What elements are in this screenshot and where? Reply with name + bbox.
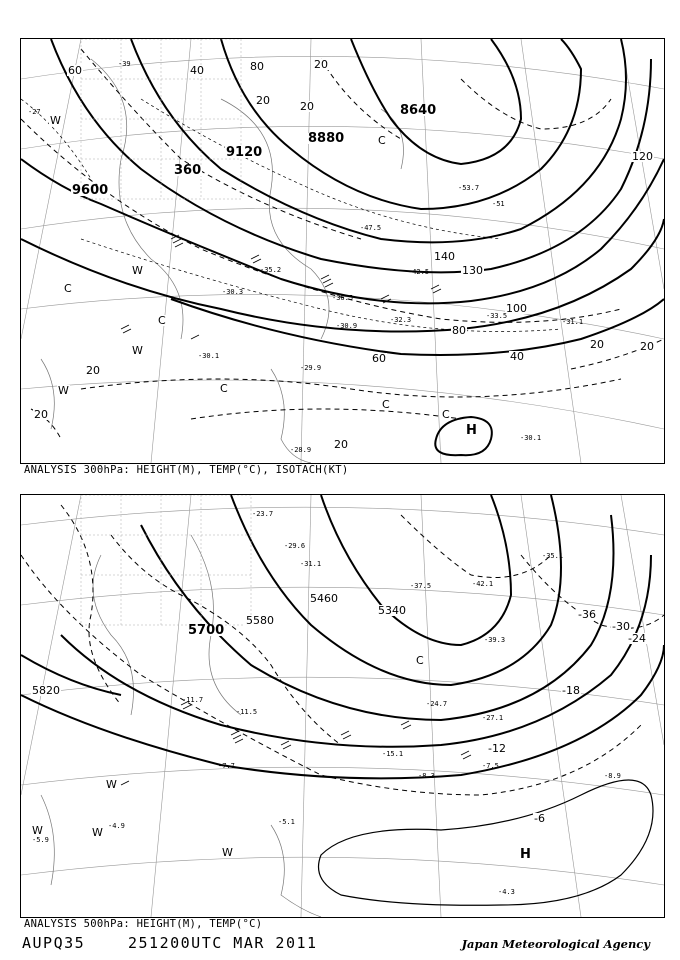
height-label: 5820 bbox=[32, 684, 60, 697]
top-panel-caption: ANALYSIS 300hPa: HEIGHT(M), TEMP(°C), ISOTACH(KT) bbox=[24, 464, 349, 476]
isotherm-label: -18 bbox=[562, 684, 580, 697]
height-label: 5460 bbox=[310, 592, 338, 605]
temp-value: -35.1 bbox=[542, 552, 564, 560]
isotach-label: 20 bbox=[34, 408, 48, 421]
temp-value: -42.1 bbox=[472, 580, 494, 588]
isotherm-label: -12 bbox=[488, 742, 506, 755]
agency-name: Japan Meteorological Agency bbox=[461, 937, 650, 951]
isotach-label: 20 bbox=[640, 340, 654, 353]
height-label: 5700 bbox=[188, 623, 225, 638]
isotach-label: 130 bbox=[462, 264, 483, 277]
temp-value: -42.5 bbox=[408, 268, 430, 276]
temp-value: -7.5 bbox=[482, 762, 499, 770]
high-pressure-label: H bbox=[466, 423, 477, 438]
temp-value: -51 bbox=[492, 200, 505, 208]
isotach-label: 40 bbox=[190, 64, 204, 77]
isotach-label: 60 bbox=[68, 64, 82, 77]
map-500hpa-lines bbox=[21, 495, 664, 917]
warm-center-label: W bbox=[92, 826, 103, 839]
chart-id: AUPQ35 bbox=[22, 934, 86, 952]
temp-value: -39 bbox=[118, 60, 131, 68]
isotherm-label: -30 bbox=[612, 620, 630, 633]
isotach-label: 80 bbox=[452, 324, 466, 337]
temp-value: -23.7 bbox=[252, 510, 274, 518]
isotach-label: 80 bbox=[250, 60, 264, 73]
isotach-label: 20 bbox=[300, 100, 314, 113]
isotach-label: 20 bbox=[256, 94, 270, 107]
cold-center-label: C bbox=[158, 314, 166, 327]
isotach-label: 20 bbox=[334, 438, 348, 451]
isotach-label: 20 bbox=[314, 58, 328, 71]
temp-value: -24.7 bbox=[426, 700, 448, 708]
isotherm-label: -6 bbox=[534, 812, 545, 825]
isotach-label: 120 bbox=[632, 150, 653, 163]
temp-value: -37.5 bbox=[410, 582, 432, 590]
temp-value: -29.9 bbox=[300, 364, 322, 372]
temp-value: -11.7 bbox=[182, 696, 204, 704]
temp-value: -27.1 bbox=[482, 714, 504, 722]
cold-center-label: C bbox=[220, 382, 228, 395]
warm-center-label: W bbox=[32, 824, 43, 837]
temp-value: -8.9 bbox=[604, 772, 621, 780]
temp-value: -8.3 bbox=[418, 772, 435, 780]
isotach-label: 100 bbox=[506, 302, 527, 315]
temp-value: -5.1 bbox=[278, 818, 295, 826]
temp-value: -30.1 bbox=[520, 434, 542, 442]
warm-center-label: W bbox=[106, 778, 117, 791]
temp-value: -4.3 bbox=[498, 888, 515, 896]
valid-time: 251200UTC MAR 2011 bbox=[128, 934, 318, 952]
warm-center-label: W bbox=[132, 264, 143, 277]
temp-value: -30.1 bbox=[198, 352, 220, 360]
isotherm-label: -36 bbox=[578, 608, 596, 621]
isotach-label: 40 bbox=[510, 350, 524, 363]
isotach-label: 20 bbox=[590, 338, 604, 351]
temp-value: -5.9 bbox=[32, 836, 49, 844]
map-300hpa-lines bbox=[21, 39, 664, 463]
temp-value: -15.1 bbox=[382, 750, 404, 758]
cold-center-label: C bbox=[442, 408, 450, 421]
temp-value: -31.1 bbox=[562, 318, 584, 326]
temp-value: -36.5 bbox=[332, 294, 354, 302]
height-label: 5580 bbox=[246, 614, 274, 627]
height-label: 360 bbox=[174, 163, 202, 178]
temp-value: -47.5 bbox=[360, 224, 382, 232]
cold-center-label: C bbox=[382, 398, 390, 411]
temp-value: -4.9 bbox=[108, 822, 125, 830]
temp-value: -33.5 bbox=[486, 312, 508, 320]
height-label: 8880 bbox=[308, 131, 345, 146]
temp-value: -7.7 bbox=[218, 762, 235, 770]
temp-value: -30.9 bbox=[336, 322, 358, 330]
warm-center-label: W bbox=[58, 384, 69, 397]
isotach-label: 140 bbox=[434, 250, 455, 263]
warm-center-label: W bbox=[222, 846, 233, 859]
analysis-500hpa-map bbox=[20, 494, 665, 918]
temp-value: -31.1 bbox=[300, 560, 322, 568]
temp-value: -39.3 bbox=[484, 636, 506, 644]
temp-value: -11.5 bbox=[236, 708, 258, 716]
temp-value: -32.3 bbox=[390, 316, 412, 324]
height-label: 8640 bbox=[400, 103, 437, 118]
warm-center-label: W bbox=[50, 114, 61, 127]
analysis-300hpa-map bbox=[20, 38, 665, 464]
height-label: 5340 bbox=[378, 604, 406, 617]
high-pressure-label: H bbox=[520, 847, 531, 862]
temp-value: -53.7 bbox=[458, 184, 480, 192]
temp-value: -29.6 bbox=[284, 542, 306, 550]
isotherm-label: -24 bbox=[628, 632, 646, 645]
temp-value: -35.2 bbox=[260, 266, 282, 274]
cold-center-label: C bbox=[64, 282, 72, 295]
temp-value: -30.3 bbox=[222, 288, 244, 296]
height-label: 9120 bbox=[226, 145, 263, 160]
isotach-label: 20 bbox=[86, 364, 100, 377]
temp-value: -28.9 bbox=[290, 446, 312, 454]
cold-center-label: C bbox=[378, 134, 386, 147]
height-label: 9600 bbox=[72, 183, 109, 198]
warm-center-label: W bbox=[132, 344, 143, 357]
bottom-panel-caption: ANALYSIS 500hPa: HEIGHT(M), TEMP(°C) bbox=[24, 918, 263, 930]
cold-center-label: C bbox=[416, 654, 424, 667]
temp-value: -27 bbox=[28, 108, 41, 116]
isotach-label: 60 bbox=[372, 352, 386, 365]
